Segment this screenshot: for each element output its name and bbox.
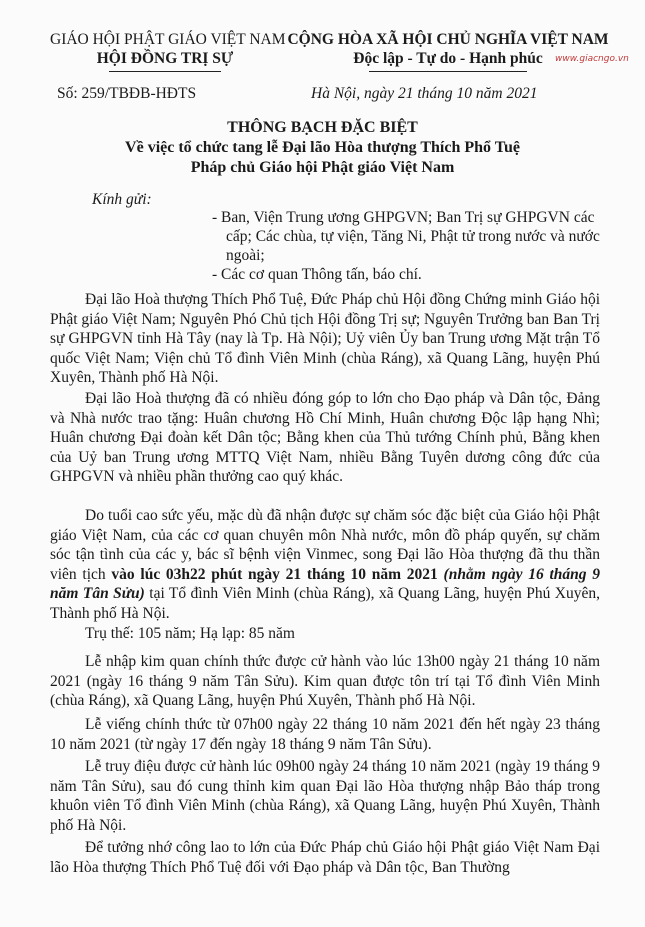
title-line-2: Về việc tổ chức tang lễ Đại lão Hòa thượng Thích Phổ Tuệ bbox=[125, 139, 520, 156]
paragraph-honors bbox=[50, 389, 600, 487]
header-left-underline bbox=[109, 71, 221, 72]
paragraph-biography bbox=[50, 290, 600, 388]
title-line-3: Pháp chủ Giáo hội Phật giáo Việt Nam bbox=[190, 159, 455, 176]
national-motto: Độc lập - Tự do - Hạnh phúc bbox=[353, 50, 543, 67]
greeting: Kính gửi: bbox=[92, 191, 152, 208]
org-name: GIÁO HỘI PHẬT GIÁO VIỆT NAM bbox=[50, 31, 286, 48]
paragraph-text: Lễ nhập kim quan chính thức được cử hành vào lúc 13h00 ngày 21 tháng 10 năm 2021 (ngày 16 tháng 9 năm Tân Sửu). Kim quan được tôn trí tại Tổ đình Viên Minh (chùa Ráng), xã Quang Lãng, huyện Phú Xuyên, Thành phố Hà Nội. bbox=[50, 653, 600, 709]
title-line-1: THÔNG BẠCH ĐẶC BIỆT bbox=[227, 119, 418, 136]
paragraph-tribute bbox=[50, 838, 600, 877]
document-title bbox=[0, 118, 645, 178]
site-watermark: www.giacngo.vn bbox=[555, 54, 629, 64]
paragraph-text: Đại lão Hoà thượng đã có nhiều đóng góp to lớn cho Đạo pháp và Dân tộc, Đảng và Nhà nước trao tặng: Huân chương Hồ Chí Minh, Huân chương Độc lập hạng Nhì; Huân chương Đại đoàn kết Dân tộc; Bằng khen của Thủ tướng Chính phủ, Bằng khen của Uỷ ban Trung ương MTTQ Việt Nam, nhiều Bằng Tuyên dương công đức của GHPGVN và nhiều phần thưởng cao quý khác. bbox=[50, 390, 600, 485]
paragraph-encoffining bbox=[50, 652, 600, 711]
council-name: HỘI ĐỒNG TRỊ SỰ bbox=[96, 50, 234, 67]
paragraph-memorial bbox=[50, 757, 600, 835]
document-date: Hà Nội, ngày 21 tháng 10 năm 2021 bbox=[311, 85, 538, 102]
paragraph-text: Để tưởng nhớ công lao to lớn của Đức Pháp chủ Giáo hội Phật giáo Việt Nam Đại lão Hòa thượng Thích Phổ Tuệ đối với Đạo pháp và Dân tộc, Ban Thường bbox=[50, 839, 600, 876]
issuer-header bbox=[50, 30, 286, 72]
recipient-list bbox=[212, 208, 602, 284]
paragraph-text: Đại lão Hoà thượng Thích Phổ Tuệ, Đức Pháp chủ Hội đồng Chứng minh Giáo hội Phật giáo Việt Nam; Nguyên Phó Chủ tịch Hội đồng Trị sự; Nguyên Trưởng ban Ban Trị sự GHPGVN tỉnh Hà Tây (nay là Tp. Hà Nội); Uỷ viên Ủy ban Trung ương Mặt trận Tổ quốc Việt Nam; Viện chủ Tổ đình Viên Minh (chùa Ráng), xã Quang Lãng, huyện Phú Xuyên, Thành phố Hà Nội. bbox=[50, 291, 600, 386]
national-header bbox=[283, 30, 613, 72]
passing-lunar-date: (nhằm ngày 16 tháng 9 năm Tân Sửu) bbox=[50, 565, 600, 602]
recipient-item: - Ban, Viện Trung ương GHPGVN; Ban Trị sự GHPGVN các cấp; Các chùa, tự viện, Tăng Ni, Phật tử trong nước và nước ngoài; bbox=[212, 209, 600, 264]
paragraph-text: Trụ thế: 105 năm; Hạ lạp: 85 năm bbox=[85, 625, 295, 642]
recipient-item: - Các cơ quan Thông tấn, báo chí. bbox=[212, 266, 422, 283]
paragraph-text: Lễ truy điệu được cử hành lúc 09h00 ngày 24 tháng 10 năm 2021 (ngày 19 tháng 9 năm Tân Sửu), sau đó cung thỉnh kim quan Đại lão Hòa thượng nhập Bảo tháp trong khuôn viên Tổ đình Viên Minh (chùa Ráng), xã Quang Lãng, huyện Phú Xuyên, Thành phố Hà Nội. bbox=[50, 758, 600, 834]
header-right-underline bbox=[369, 71, 527, 72]
republic-name: CỘNG HÒA XÃ HỘI CHỦ NGHĨA VIỆT NAM bbox=[287, 31, 609, 48]
paragraph-text: Lễ viếng chính thức từ 07h00 ngày 22 tháng 10 năm 2021 đến hết ngày 23 tháng 10 năm 2021 (từ ngày 17 đến ngày 18 tháng 9 năm Tân Sửu). bbox=[50, 716, 600, 753]
paragraph-age bbox=[50, 624, 600, 644]
passing-time: vào lúc 03h22 phút ngày 21 tháng 10 năm 2021 bbox=[111, 565, 438, 583]
document-number: Số: 259/TBĐB-HĐTS bbox=[57, 85, 197, 102]
passing-location: tại Tổ đình Viên Minh (chùa Ráng), xã Quang Lãng, huyện Phú Xuyên, Thành phố Hà Nội. bbox=[50, 585, 600, 622]
paragraph-text bbox=[50, 506, 600, 623]
paragraph-passing bbox=[50, 506, 600, 623]
paragraph-visitation bbox=[50, 715, 600, 754]
passing-intro: Do tuổi cao sức yếu, mặc dù đã nhận được sự chăm sóc đặc biệt của Giáo hội Phật giáo Việt Nam, của các cơ quan chuyên môn Nhà nước, môn đồ pháp quyến, sự chăm sóc tận tình của các y, bác sĩ bệnh viện Vinmec, song Đại lão Hòa thượng đã thu thần viên tịch bbox=[50, 507, 600, 583]
